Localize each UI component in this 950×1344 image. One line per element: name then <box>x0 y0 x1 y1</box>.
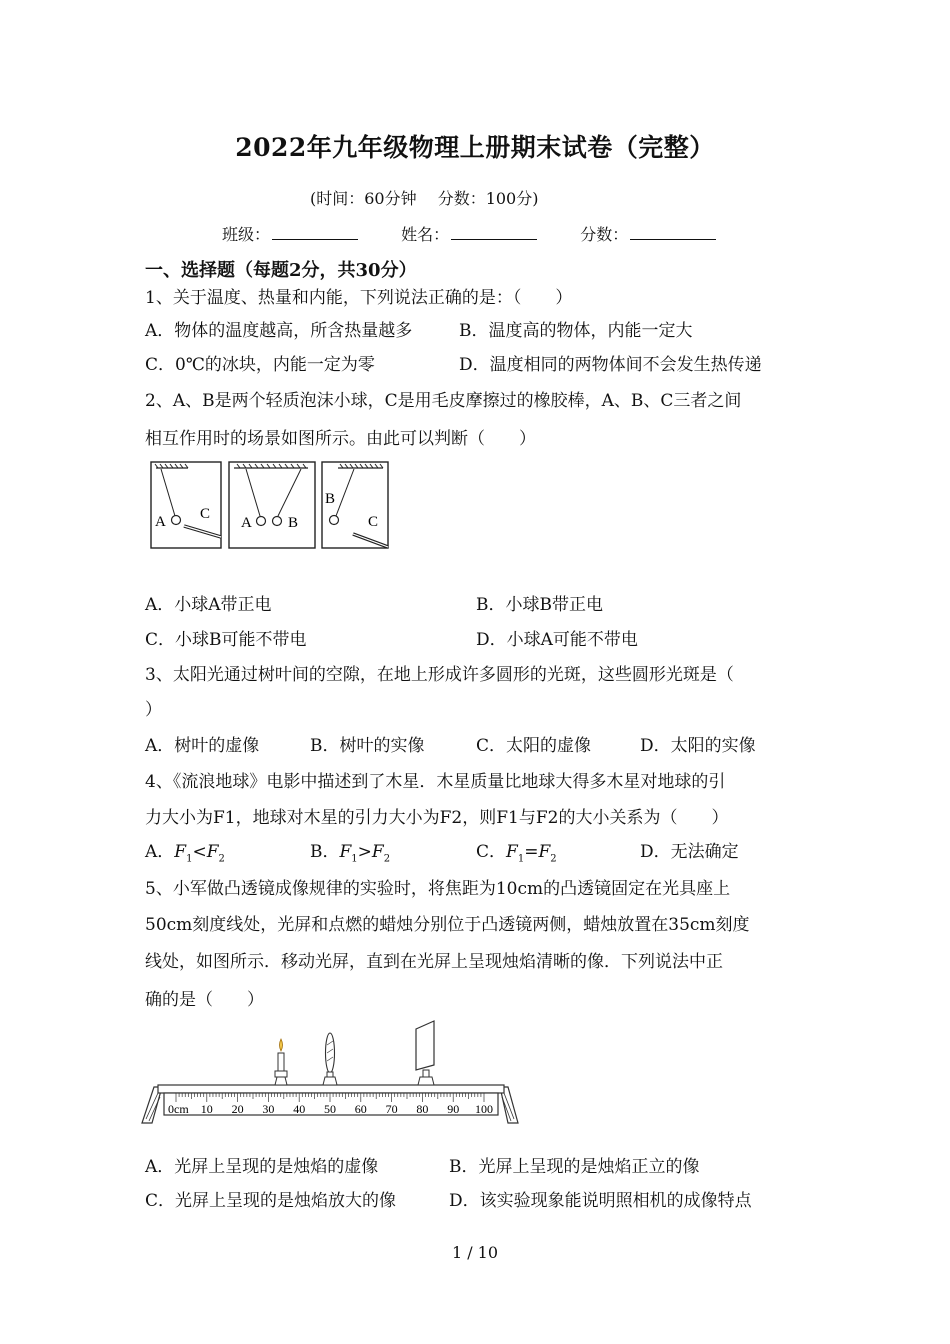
q5-stem-line4: 确的是（ ） <box>145 990 264 1010</box>
section-heading: 一、选择题（每题2分，共30分） <box>145 260 417 281</box>
q2-label-c3: C <box>368 514 379 530</box>
q4-stem-line1: 4、《流浪地球》电影中描述到了木星．木星质量比地球大得多木星对地球的引 <box>145 772 726 792</box>
q4-option-b[interactable]: B．$F_1>F_2$ <box>310 842 391 865</box>
ruler-label: 10 <box>200 1102 213 1116</box>
q5-option-c[interactable]: C．光屏上呈现的是烛焰放大的像 <box>145 1191 397 1211</box>
candle <box>275 1039 287 1085</box>
name-label: 姓名： <box>401 225 450 244</box>
q3-option-a[interactable]: A．树叶的虚像 <box>145 736 260 756</box>
time-score: (时间：60分钟 分数：100分) <box>310 189 539 208</box>
class-field[interactable] <box>222 222 358 245</box>
q2-label-a1: A <box>155 514 166 530</box>
ruler-label: 0cm <box>168 1102 189 1116</box>
score-label: 分数： <box>580 225 629 244</box>
q3-option-d[interactable]: D．太阳的实像 <box>640 736 756 756</box>
score-field[interactable] <box>580 222 716 245</box>
q2-panel-2 <box>229 462 315 548</box>
ruler-label: 50 <box>324 1102 336 1116</box>
q1-option-a[interactable]: A．物体的温度越高，所含热量越多 <box>145 321 413 341</box>
q5-optical-bench <box>140 1015 525 1127</box>
q1-option-d[interactable]: D．温度相同的两物体间不会发生热传递 <box>459 355 762 375</box>
q2-figure <box>148 458 394 554</box>
page-number: 1 / 10 <box>451 1243 499 1262</box>
q2-option-d[interactable]: D．小球A可能不带电 <box>476 630 638 650</box>
ruler-label: 80 <box>416 1102 429 1116</box>
ruler-label: 30 <box>262 1102 275 1116</box>
ruler-label: 60 <box>354 1102 367 1116</box>
q2-label-b2: B <box>288 515 299 531</box>
q5-option-b[interactable]: B．光屏上呈现的是烛焰正立的像 <box>449 1157 700 1177</box>
q2-option-a[interactable]: A．小球A带正电 <box>145 595 272 615</box>
q5-option-d[interactable]: D．该实验现象能说明照相机的成像特点 <box>449 1191 752 1211</box>
q1-option-c[interactable]: C．0℃的冰块，内能一定为零 <box>145 355 375 375</box>
convex-lens <box>323 1033 337 1085</box>
q4-option-d[interactable]: D．无法确定 <box>640 842 739 862</box>
page-title: 2022年九年级物理上册期末试卷（完整） <box>235 133 715 162</box>
q2-label-a2: A <box>241 515 252 531</box>
q5-option-a[interactable]: A．光屏上呈现的是烛焰的虚像 <box>145 1157 379 1177</box>
q4-stem-line2: 力大小为F1，地球对木星的引力大小为F2，则F1与F2的大小关系为（ ） <box>145 808 729 828</box>
q3-stem-line1: 3、太阳光通过树叶间的空隙，在地上形成许多圆形的光斑，这些圆形光斑是（ <box>145 665 734 685</box>
class-label: 班级： <box>222 225 271 244</box>
score-blank[interactable] <box>630 223 716 240</box>
q2-panel-3 <box>322 462 388 548</box>
q2-option-c[interactable]: C．小球B可能不带电 <box>145 630 307 650</box>
name-blank[interactable] <box>451 223 537 240</box>
light-screen <box>416 1021 434 1085</box>
q5-stem-line1: 5、小军做凸透镜成像规律的实验时，将焦距为10cm的凸透镜固定在光具座上 <box>145 879 731 899</box>
info-row <box>222 222 754 245</box>
q2-stem-line1: 2、A、B是两个轻质泡沫小球，C是用毛皮摩擦过的橡胶棒，A、B、C三者之间 <box>145 391 742 411</box>
q2-label-c1: C <box>200 506 211 522</box>
q1-stem: 1、关于温度、热量和内能，下列说法正确的是：（ ） <box>145 288 573 308</box>
q2-stem-line2: 相互作用时的场景如图所示。由此可以判断（ ） <box>145 429 536 449</box>
ruler-label: 40 <box>293 1102 306 1116</box>
ruler-label: 20 <box>231 1102 244 1116</box>
q2-option-b[interactable]: B．小球B带正电 <box>476 595 603 615</box>
q5-stem-line2: 50cm刻度线处，光屏和点燃的蜡烛分别位于凸透镜两侧，蜡烛放置在35cm刻度 <box>145 915 750 935</box>
q3-option-c[interactable]: C．太阳的虚像 <box>476 736 592 756</box>
q2-panel-1 <box>151 462 221 548</box>
class-blank[interactable] <box>272 223 358 240</box>
q3-option-b[interactable]: B．树叶的实像 <box>310 736 425 756</box>
ruler-label: 90 <box>447 1102 460 1116</box>
q5-stem-line3: 线处，如图所示．移动光屏，直到在光屏上呈现烛焰清晰的像．下列说法中正 <box>145 952 723 972</box>
q2-label-b3: B <box>325 491 336 507</box>
q4-option-c[interactable]: C．$F_1=F_2$ <box>476 842 557 865</box>
q3-stem-line2: ） <box>145 700 162 720</box>
q4-option-a[interactable]: A．$F_1<F_2$ <box>145 842 225 865</box>
ruler-label: 100 <box>475 1102 493 1116</box>
q1-option-b[interactable]: B．温度高的物体，内能一定大 <box>459 321 693 341</box>
name-field[interactable] <box>401 222 537 245</box>
ruler-label: 70 <box>385 1102 398 1116</box>
